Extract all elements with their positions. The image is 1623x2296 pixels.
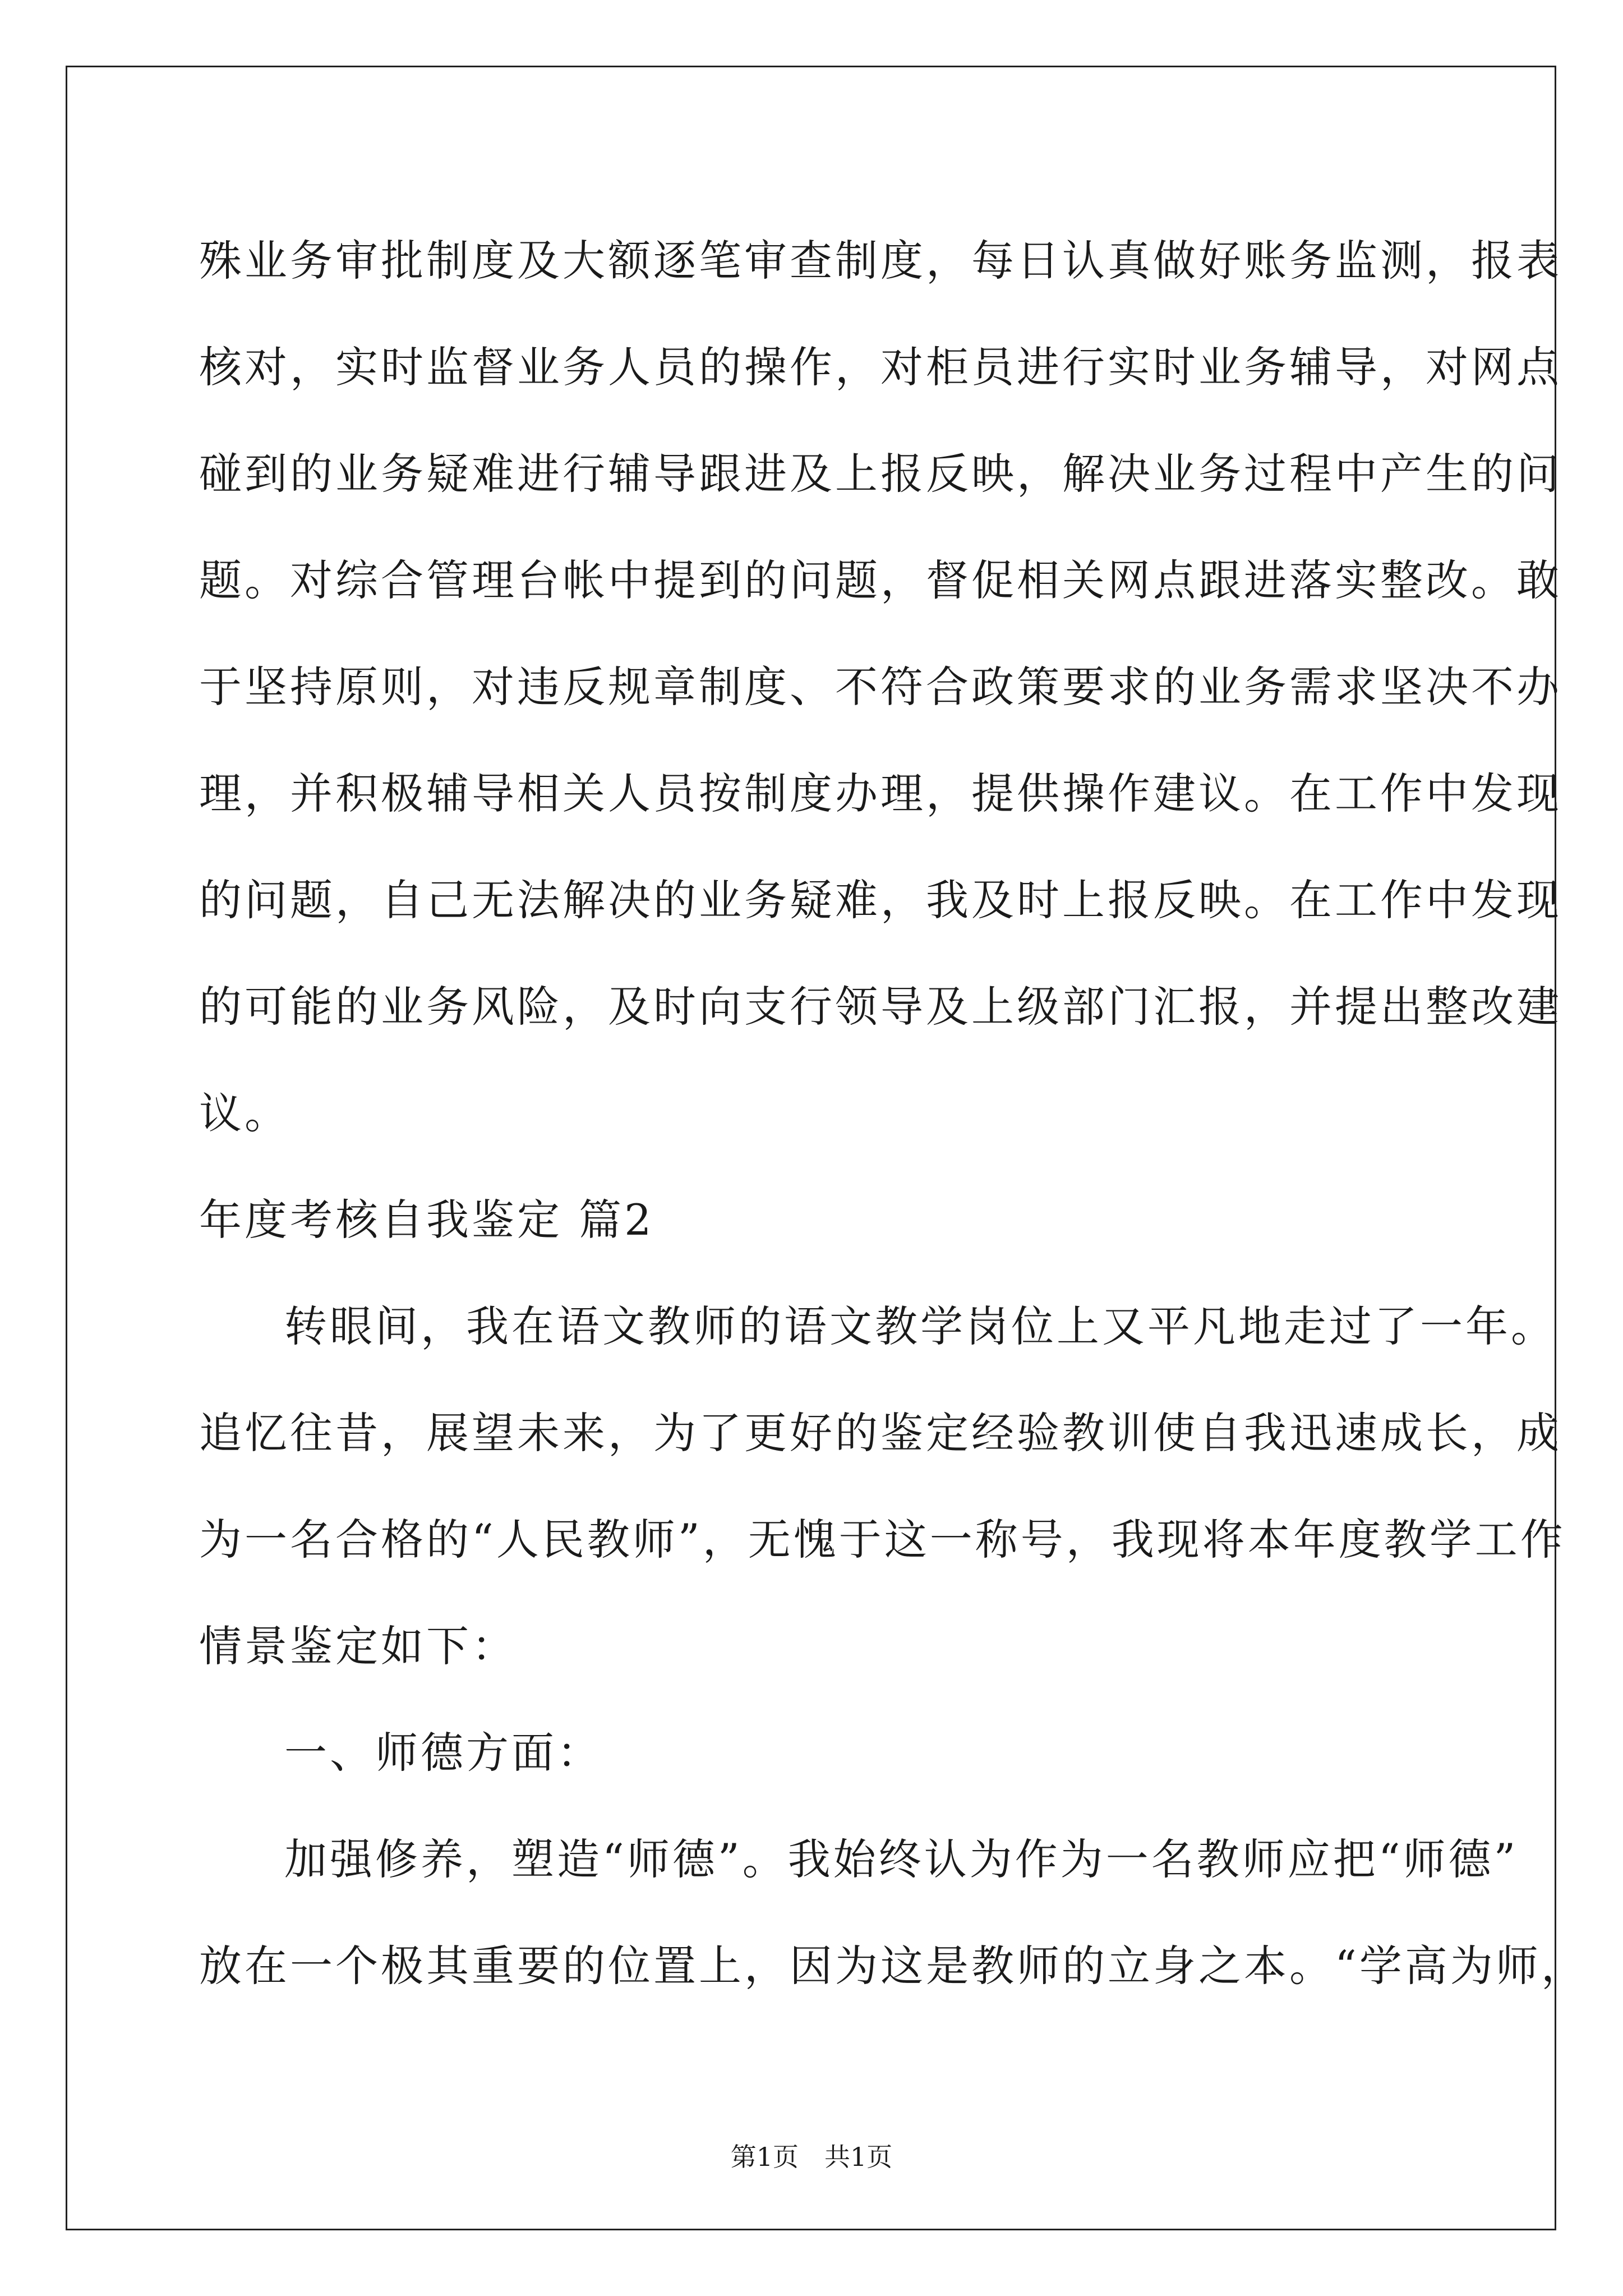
paragraph-line: 碰到的业务疑难进行辅导跟进及上报反映，解决业务过程中产生的问 [199,449,1562,499]
section-heading: 年度考核自我鉴定 篇2 [199,1195,654,1245]
paragraph-line: 题。对综合管理台帐中提到的问题，督促相关网点跟进落实整改。敢 [199,555,1562,605]
paragraph-line: 追忆往昔，展望未来，为了更好的鉴定经验教训使自我迅速成长，成 [199,1408,1562,1458]
document-body [199,208,1587,2019]
paragraph-line: 放在一个极其重要的位置上，因为这是教师的立身之本。“学高为师， [199,1941,1587,1991]
page-number: 第1页 共1页 [730,2142,893,2172]
paragraph-line: 理，并积极辅导相关人员按制度办理，提供操作建议。在工作中发现 [199,769,1562,818]
paragraph-line: 为一名合格的“人民教师”，无愧于这一称号，我现将本年度教学工作 [199,1515,1566,1565]
paragraph-line: 的问题，自己无法解决的业务疑难，我及时上报反映。在工作中发现 [199,875,1562,925]
paragraph-line: 于坚持原则，对违反规章制度、不符合政策要求的业务需求坚决不办 [199,662,1562,712]
paragraph-line: 加强修养，塑造“师德”。我始终认为作为一名教师应把“师德” [284,1834,1519,1884]
paragraph-line: 核对，实时监督业务人员的操作，对柜员进行实时业务辅导，对网点 [199,342,1562,392]
subheading: 一、师德方面： [284,1728,602,1778]
paragraph-line: 殊业务审批制度及大额逐笔审查制度，每日认真做好账务监测，报表 [199,236,1562,286]
paragraph-line: 议。 [199,1088,290,1138]
paragraph-line: 的可能的业务风险，及时向支行领导及上级部门汇报，并提出整改建 [199,982,1562,1032]
paragraph-line: 情景鉴定如下： [199,1621,517,1671]
paragraph-line: 转眼间，我在语文教师的语文教学岗位上又平凡地走过了一年。 [284,1301,1556,1351]
